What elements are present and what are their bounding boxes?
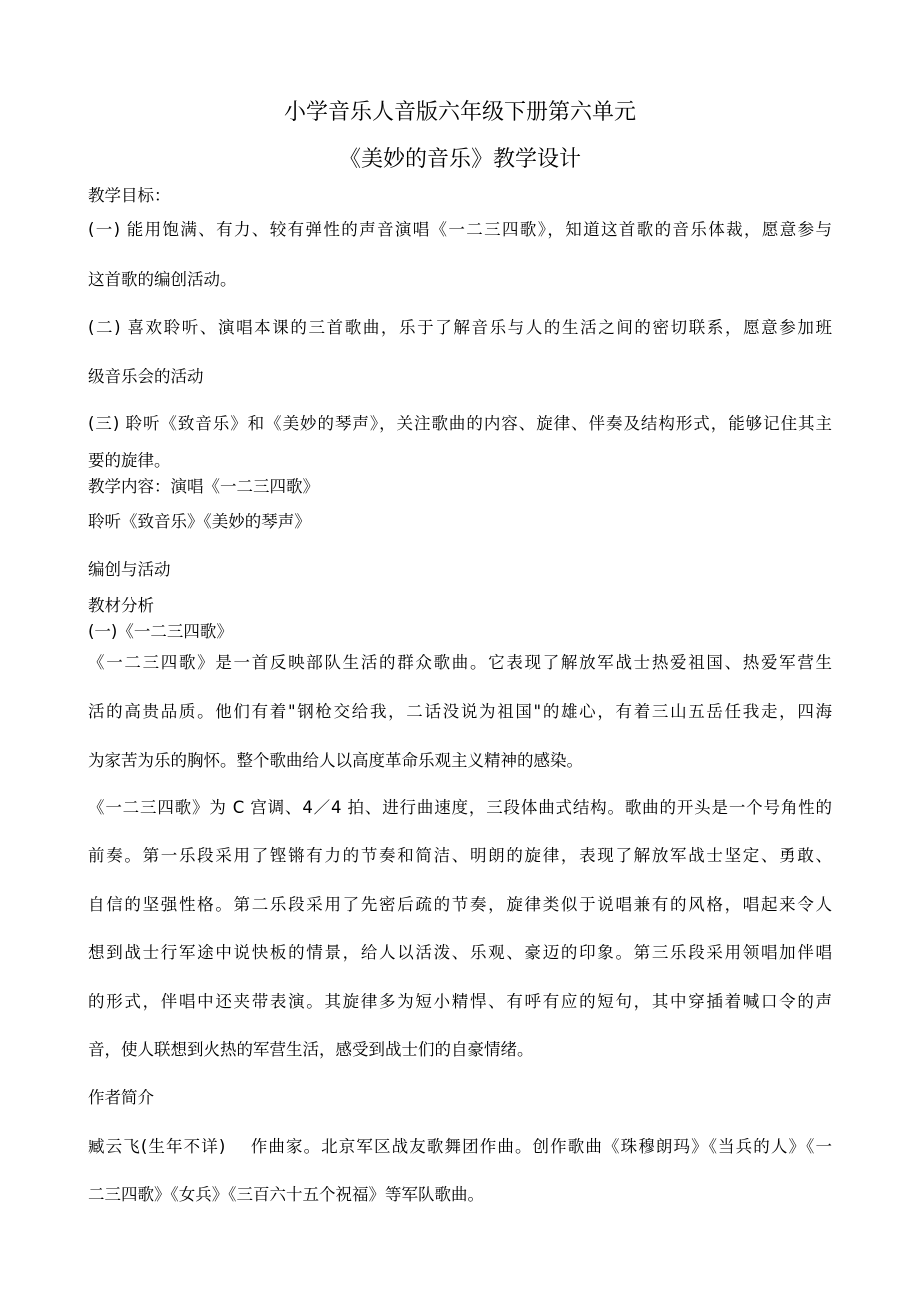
analysis-line: 前奏。第一乐段采用了铿锵有力的节奏和简洁、明朗的旋律，表现了解放军战士坚定、勇敢、 [88, 846, 832, 865]
analysis-line: 为家苦为乐的胸怀。整个歌曲给人以高度革命乐观主义精神的感染。 [88, 751, 583, 770]
analysis-line: 《一二三四歌》是一首反映部队生活的群众歌曲。它表现了解放军战士热爱祖国、热爱军营生 [88, 653, 832, 672]
objective-line: 要的旋律。 [88, 451, 171, 470]
document-title: 小学音乐人音版六年级下册第六单元 [283, 100, 636, 125]
analysis-subheading: (一)《一二三四歌》 [88, 622, 233, 641]
content-line: 编创与活动 [88, 560, 171, 579]
objectives-heading: 教学目标： [88, 186, 171, 205]
analysis-line: 的形式，伴唱中还夹带表演。其旋律多为短小精悍、有呼有应的短句，其中穿插着喊口令的声 [88, 992, 832, 1011]
analysis-line: 自信的坚强性格。第二乐段采用了先密后疏的节奏，旋律类似于说唱兼有的风格，唱起来令人 [88, 895, 832, 914]
analysis-line: 想到战士行军途中说快板的情景，给人以活泼、乐观、豪迈的印象。第三乐段采用领唱加伴唱 [88, 943, 832, 962]
author-line: 臧云飞(生年不详) 作曲家。北京军区战友歌舞团作曲。创作歌曲《珠穆朗玛》《当兵的人》《一 [88, 1137, 832, 1156]
analysis-heading: 教材分析 [88, 596, 154, 615]
content-line: 教学内容：演唱《一二三四歌》 [88, 477, 319, 496]
analysis-line: 音，使人联想到火热的军营生活，感受到战士们的自豪情绪。 [88, 1040, 534, 1059]
objective-line: (一) 能用饱满、有力、较有弹性的声音演唱《一二三四歌》，知道这首歌的音乐体裁，愿意参与 [88, 220, 832, 239]
objective-line: 级音乐会的活动 [88, 367, 204, 386]
objective-line: (二) 喜欢聆听、演唱本课的三首歌曲，乐于了解音乐与人的生活之间的密切联系，愿意参加班 [88, 318, 832, 337]
objective-line: 这首歌的编创活动。 [88, 270, 237, 289]
author-heading: 作者简介 [88, 1088, 154, 1107]
analysis-line: 活的高贵品质。他们有着"钢枪交给我，二话没说为祖国"的雄心，有着三山五岳任我走，四海 [88, 702, 832, 721]
author-line: 二三四歌》《女兵》《三百六十五个祝福》等军队歌曲。 [88, 1185, 484, 1204]
content-line: 聆听《致音乐》《美妙的琴声》 [88, 512, 311, 531]
objective-line: (三) 聆听《致音乐》和《美妙的琴声》，关注歌曲的内容、旋律、伴奏及结构形式，能够记住其主 [88, 414, 832, 433]
document-subtitle: 《美妙的音乐》教学设计 [338, 147, 581, 172]
analysis-line: 《一二三四歌》为 C 宫调、4／4 拍、进行曲速度，三段体曲式结构。歌曲的开头是一个号角性的 [88, 798, 832, 817]
